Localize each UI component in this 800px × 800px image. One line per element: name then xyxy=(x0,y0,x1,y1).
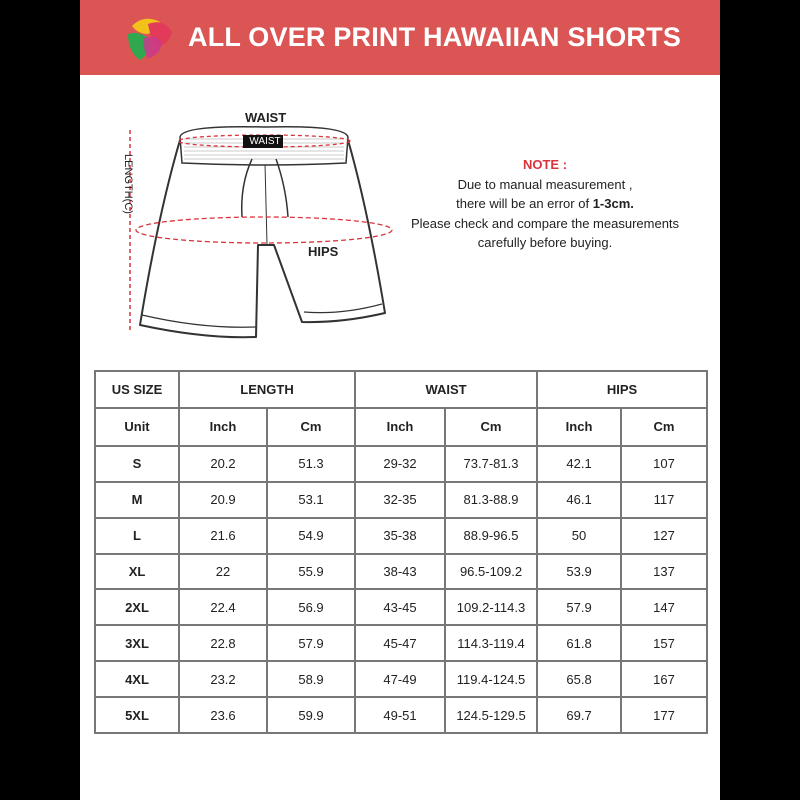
table-row xyxy=(95,625,707,661)
measurement-cell: 117 xyxy=(621,482,707,518)
measurement-cell: 45-47 xyxy=(355,625,445,661)
measurement-cell: 114.3-119.4 xyxy=(445,625,537,661)
measurement-cell: 73.7-81.3 xyxy=(445,446,537,482)
measurement-cell: 20.2 xyxy=(179,446,267,482)
measurement-note xyxy=(400,155,690,253)
measurement-cell: 109.2-114.3 xyxy=(445,589,537,625)
measurement-cell: 65.8 xyxy=(537,661,621,697)
measurement-cell: 177 xyxy=(621,697,707,733)
size-cell: XL xyxy=(95,554,179,590)
measurement-cell: 58.9 xyxy=(267,661,355,697)
unit-cell: Unit xyxy=(95,408,179,446)
size-cell: L xyxy=(95,518,179,554)
page-title: ALL OVER PRINT HAWAIIAN SHORTS xyxy=(188,22,682,52)
table-row xyxy=(95,589,707,625)
note-line-3: Please check and compare the measurements xyxy=(410,215,680,231)
brand-logo-icon xyxy=(124,16,178,62)
header-banner xyxy=(80,0,720,75)
note-line-2-text: there will be an error of xyxy=(456,196,593,211)
header-us-size: US SIZE xyxy=(95,371,179,408)
measurement-cell: 46.1 xyxy=(537,482,621,518)
table-row xyxy=(95,661,707,697)
measurement-cell: 147 xyxy=(621,589,707,625)
unit-cell: Inch xyxy=(179,408,267,446)
measurement-cell: 21.6 xyxy=(179,518,267,554)
note-error-range: 1-3cm. xyxy=(592,196,634,211)
size-cell: S xyxy=(95,446,179,482)
table-unit-row xyxy=(95,408,707,446)
size-chart-page xyxy=(80,0,720,800)
measurement-cell: 51.3 xyxy=(267,446,355,482)
measurement-cell: 119.4-124.5 xyxy=(445,661,537,697)
size-cell: M xyxy=(95,482,179,518)
table-row xyxy=(95,518,707,554)
table-row xyxy=(95,482,707,518)
measurement-cell: 124.5-129.5 xyxy=(445,697,537,733)
measurement-cell: 54.9 xyxy=(267,518,355,554)
unit-cell: Inch xyxy=(355,408,445,446)
size-cell: 4XL xyxy=(95,661,179,697)
measurement-cell: 107 xyxy=(621,446,707,482)
size-cell: 3XL xyxy=(95,625,179,661)
unit-cell: Cm xyxy=(621,408,707,446)
unit-cell: Cm xyxy=(267,408,355,446)
table-row xyxy=(95,554,707,590)
measurement-cell: 61.8 xyxy=(537,625,621,661)
measurement-cell: 57.9 xyxy=(267,625,355,661)
measurement-cell: 96.5-109.2 xyxy=(445,554,537,590)
table-header-row xyxy=(95,371,707,408)
size-cell: 2XL xyxy=(95,589,179,625)
measurement-cell: 53.9 xyxy=(537,554,621,590)
header-hips: HIPS xyxy=(537,371,707,408)
hips-label: HIPS xyxy=(308,244,339,259)
measurement-cell: 88.9-96.5 xyxy=(445,518,537,554)
size-cell: 5XL xyxy=(95,697,179,733)
measurement-cell: 20.9 xyxy=(179,482,267,518)
measurement-cell: 53.1 xyxy=(267,482,355,518)
note-line-1: Due to manual measurement , xyxy=(457,176,633,192)
measurement-cell: 57.9 xyxy=(537,589,621,625)
measurement-cell: 56.9 xyxy=(267,589,355,625)
measurement-cell: 157 xyxy=(621,625,707,661)
measurement-cell: 22 xyxy=(179,554,267,590)
measurement-cell: 167 xyxy=(621,661,707,697)
measurement-cell: 35-38 xyxy=(355,518,445,554)
unit-cell: Inch xyxy=(537,408,621,446)
measurement-cell: 22.4 xyxy=(179,589,267,625)
header-length: LENGTH xyxy=(179,371,355,408)
measurement-cell: 47-49 xyxy=(355,661,445,697)
measurement-cell: 32-35 xyxy=(355,482,445,518)
measurement-cell: 55.9 xyxy=(267,554,355,590)
measurement-cell: 23.6 xyxy=(179,697,267,733)
measurement-cell: 81.3-88.9 xyxy=(445,482,537,518)
note-line-2 xyxy=(400,194,690,214)
measurement-cell: 23.2 xyxy=(179,661,267,697)
table-row xyxy=(95,697,707,733)
measurement-cell: 43-45 xyxy=(355,589,445,625)
header-waist: WAIST xyxy=(355,371,537,408)
measurement-cell: 22.8 xyxy=(179,625,267,661)
note-title: NOTE : xyxy=(522,157,568,172)
measurement-cell: 49-51 xyxy=(355,697,445,733)
waistband-tag: WAIST xyxy=(249,136,281,147)
measurement-cell: 29-32 xyxy=(355,446,445,482)
measurement-cell: 127 xyxy=(621,518,707,554)
size-table xyxy=(94,370,708,734)
measurement-cell: 38-43 xyxy=(355,554,445,590)
measurement-cell: 59.9 xyxy=(267,697,355,733)
measurement-cell: 69.7 xyxy=(537,697,621,733)
measurement-cell: 42.1 xyxy=(537,446,621,482)
measurement-cell: 50 xyxy=(537,518,621,554)
note-line-4: carefully before buying. xyxy=(477,235,613,250)
length-label: LENGTH(C) xyxy=(122,154,134,214)
measurement-cell: 137 xyxy=(621,554,707,590)
waist-label: WAIST xyxy=(245,110,287,125)
unit-cell: Cm xyxy=(445,408,537,446)
table-row xyxy=(95,446,707,482)
